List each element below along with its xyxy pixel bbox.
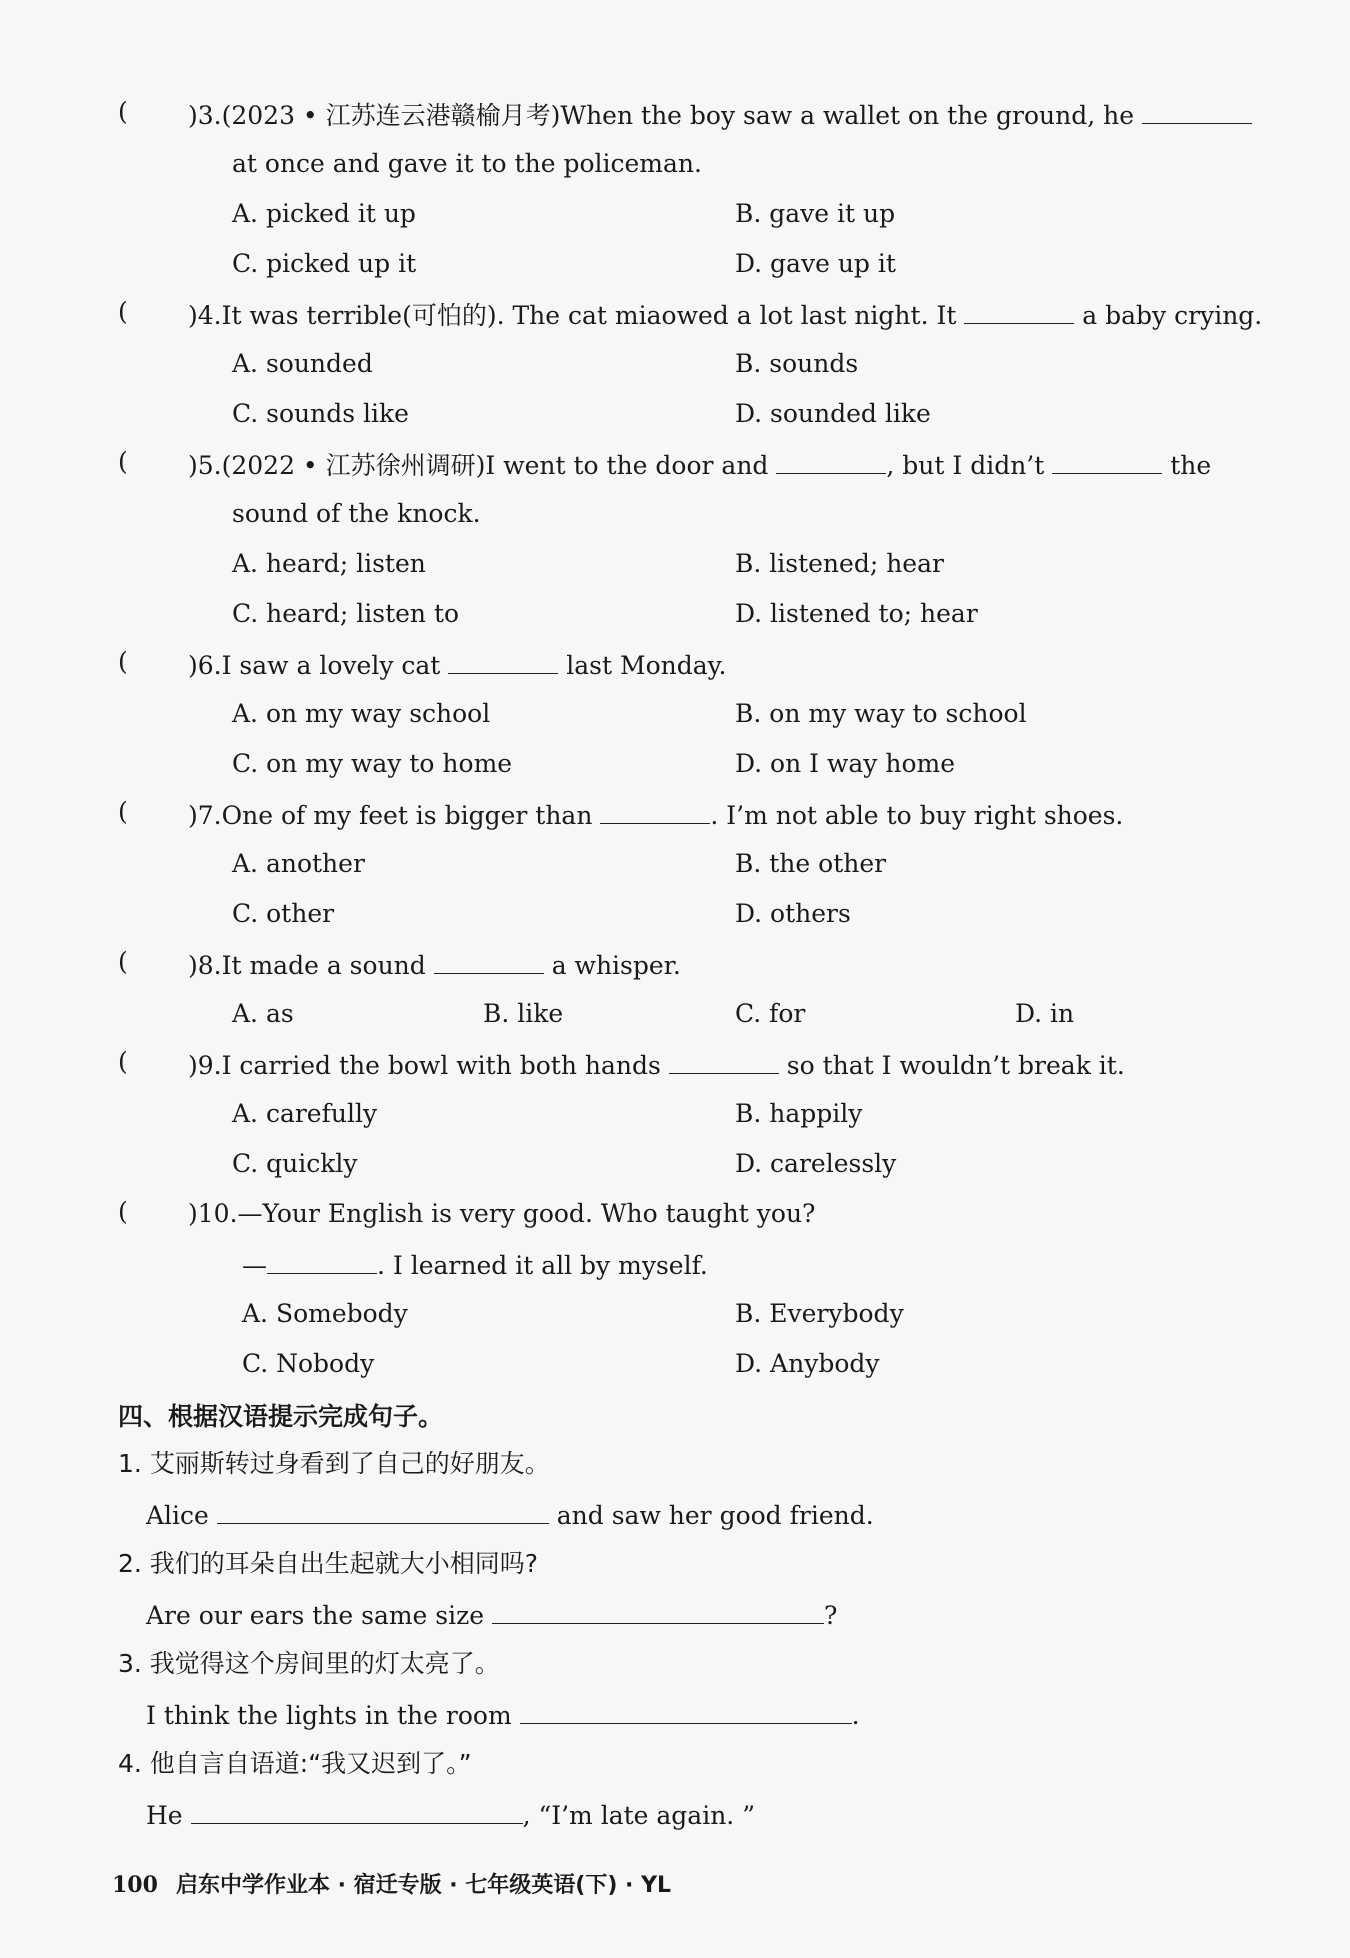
option: C. on my way to home <box>232 749 513 778</box>
answer-paren: ( <box>118 947 128 976</box>
answer-blank[interactable] <box>492 1597 824 1624</box>
question-7: )7.One of my feet is bigger than . I’m not able to buy right shoes. <box>188 797 1123 833</box>
answer-blank[interactable] <box>191 1797 523 1824</box>
option: D. in <box>1015 999 1075 1028</box>
item-2-english: Are our ears the same size ? <box>146 1597 837 1633</box>
option: D. sounded like <box>735 399 931 428</box>
question-8: )8.It made a sound a whisper. <box>188 947 681 983</box>
question-5-cont: sound of the knock. <box>232 499 481 528</box>
answer-blank[interactable] <box>1052 447 1162 474</box>
option: C. quickly <box>232 1149 358 1178</box>
option: A. on my way school <box>232 699 491 728</box>
question-9: )9.I carried the bowl with both hands so that I wouldn’t break it. <box>188 1047 1125 1083</box>
item-3-english: I think the lights in the room . <box>146 1697 860 1733</box>
option: B. the other <box>735 849 887 878</box>
answer-paren: ( <box>118 297 128 326</box>
option: A. as <box>232 999 294 1028</box>
option: C. other <box>232 899 335 928</box>
section-heading: 四、根据汉语提示完成句子。 <box>118 1402 444 1431</box>
answer-paren: ( <box>118 647 128 676</box>
question-10: )10.—Your English is very good. Who taught you? <box>188 1199 816 1228</box>
answer-paren: ( <box>118 1047 128 1076</box>
option: A. sounded <box>232 349 373 378</box>
option: B. gave it up <box>735 199 896 228</box>
option: A. heard; listen <box>232 549 426 578</box>
item-1-chinese: 1. 艾丽斯转过身看到了自己的好朋友。 <box>118 1449 550 1478</box>
answer-paren: ( <box>118 797 128 826</box>
option: B. listened; hear <box>735 549 944 578</box>
question-3: )3.(2023 • 江苏连云港赣榆月考)When the boy saw a wallet on the ground, he <box>188 97 1252 133</box>
option: A. Somebody <box>242 1299 408 1328</box>
option: C. for <box>735 999 806 1028</box>
question-4: )4.It was terrible(可怕的). The cat miaowed a lot last night. It a baby crying. <box>188 297 1262 333</box>
item-3-chinese: 3. 我觉得这个房间里的灯太亮了。 <box>118 1649 500 1678</box>
book-title: 启东中学作业本 · 宿迁专版 · 七年级英语(下) · YL <box>175 1873 672 1898</box>
question-3-cont: at once and gave it to the policeman. <box>232 149 702 178</box>
option: A. carefully <box>232 1099 378 1128</box>
item-2-chinese: 2. 我们的耳朵自出生起就大小相同吗? <box>118 1549 539 1578</box>
option: D. on I way home <box>735 749 955 778</box>
option: D. carelessly <box>735 1149 897 1178</box>
page-footer <box>112 1868 671 1899</box>
option: D. gave up it <box>735 249 896 278</box>
option: C. heard; listen to <box>232 599 460 628</box>
option: C. picked up it <box>232 249 417 278</box>
option: C. Nobody <box>242 1349 375 1378</box>
option: C. sounds like <box>232 399 409 428</box>
answer-blank[interactable] <box>1142 97 1252 124</box>
option: D. listened to; hear <box>735 599 978 628</box>
question-6: )6.I saw a lovely cat last Monday. <box>188 647 726 683</box>
option: B. happily <box>735 1099 863 1128</box>
option: B. sounds <box>735 349 859 378</box>
option: D. Anybody <box>735 1349 880 1378</box>
question-5: )5.(2022 • 江苏徐州调研)I went to the door and , but I didn’t the <box>188 447 1211 483</box>
answer-blank[interactable] <box>964 297 1074 324</box>
answer-blank[interactable] <box>217 1497 549 1524</box>
item-4-chinese: 4. 他自言自语道:“我又迟到了。” <box>118 1749 472 1778</box>
question-10-reply: — . I learned it all by myself. <box>242 1247 708 1283</box>
answer-blank[interactable] <box>267 1247 377 1274</box>
option: B. like <box>483 999 564 1028</box>
option: A. picked it up <box>232 199 416 228</box>
option: B. Everybody <box>735 1299 904 1328</box>
item-4-english: He , “I’m late again. ” <box>146 1797 755 1833</box>
option: B. on my way to school <box>735 699 1027 728</box>
answer-blank[interactable] <box>520 1697 852 1724</box>
item-1-english: Alice and saw her good friend. <box>146 1497 874 1533</box>
answer-blank[interactable] <box>448 647 558 674</box>
answer-blank[interactable] <box>776 447 886 474</box>
option: A. another <box>232 849 365 878</box>
option: D. others <box>735 899 851 928</box>
answer-paren: ( <box>118 447 128 476</box>
answer-blank[interactable] <box>434 947 544 974</box>
page-number: 100 <box>112 1872 158 1898</box>
answer-paren: ( <box>118 1197 128 1226</box>
answer-blank[interactable] <box>669 1047 779 1074</box>
answer-paren: ( <box>118 97 128 126</box>
answer-blank[interactable] <box>600 797 710 824</box>
